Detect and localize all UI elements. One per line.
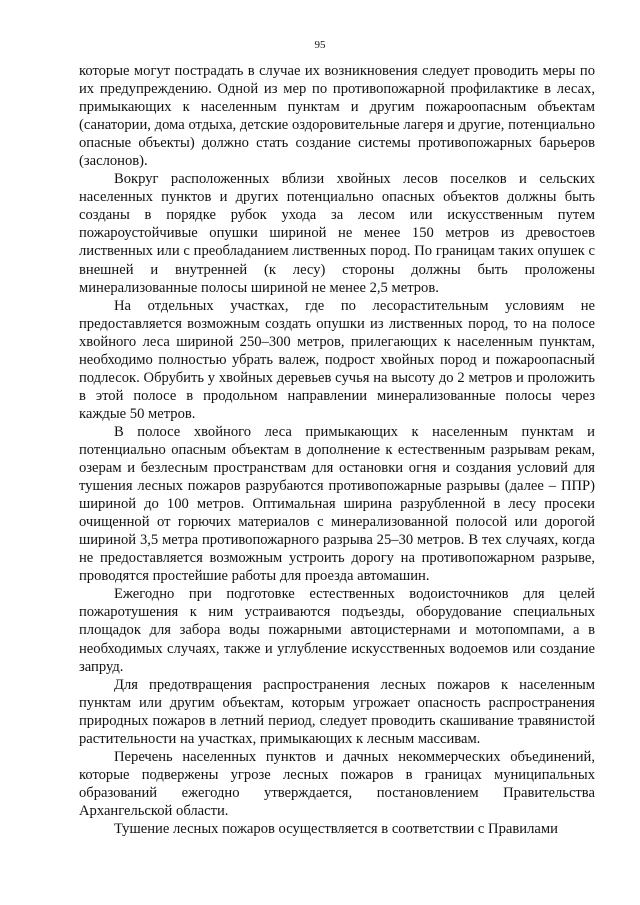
paragraph-1: которые могут пострадать в случае их возникновения следует проводить меры по их предупреждению. Одной из мер по противопожарной профилактике в лесах, примыкающих к населенным пунктам и другим пожароопасным объектам (санатории, дома отдыха, детские оздоровительные лагеря и другие, потенциально опасные объекты) должно стать создание системы противопожарных барьеров (заслонов). — [79, 63, 595, 170]
paragraph-2: Вокруг расположенных вблизи хвойных лесов поселков и сельских населенных пунктов и других потенциально опасных объектов должны быть созданы в порядке рубок ухода за лесом или искусственным путем пожароустойчивые опушки шириной не менее 150 метров из древостоев лиственных или с преобладанием лиственных пород. По границам таких опушек с внешней и внутренней (к лесу) стороны должны быть проложены минерализованные полосы шириной не менее 2,5 метров. — [79, 171, 595, 296]
paragraph-4: В полосе хвойного леса примыкающих к населенным пунктам и потенциально опасным объектам в дополнение к естественным разрывам рекам, озерам и безлесным пространствам для остановки огня и создания условий для тушения лесных пожаров разрубаются противопожарные разрывы (далее – ППР) шириной до 100 метров. Оптимальная ширина разрубленной в лесу просеки очищенной от горючих материалов с минерализованной полосой или дорогой шириной 3,5 метра противопожарного разрыва 25–30 метров. В тех случаях, когда не предоставляется возможным устроить дорогу на противопожарном разрыве, проводятся простейшие работы для проезда автомашин. — [79, 423, 595, 585]
paragraph-5: Ежегодно при подготовке естественных водоисточников для целей пожаротушения к ним устраиваются подъезды, оборудование специальных площадок для забора воды пожарными автоцистернами и мотопомпами, а в необходимых случаях, также и углубление искусственных водоемов или создание запруд. — [79, 586, 595, 675]
paragraph-8: Тушение лесных пожаров осуществляется в соответствии с Правилами — [114, 820, 558, 837]
document-body — [79, 62, 595, 838]
paragraph-6: Для предотвращения распространения лесных пожаров к населенным пунктам или другим объектам, которым угрожает опасность распространения природных пожаров в летний период, следует проводить скашивание травянистой растительности на участках, примыкающих к лесным массивам. — [79, 676, 595, 747]
paragraph-3: На отдельных участках, где по лесорастительным условиям не предоставляется возможным создать опушки из лиственных пород, то на полосе хвойного леса шириной 250–300 метров, прилегающих к населенным пунктам, необходимо полностью убрать валеж, подрост хвойных пород и пожароопасный подлесок. Обрубить у хвойных деревьев сучья на высоту до 2 метров и проложить в этой полосе в продольном направлении минерализованные полосы через каждые 50 метров. — [79, 297, 595, 422]
paragraph-7: Перечень населенных пунктов и дачных некоммерческих объединений, которые подвержены угрозе лесных пожаров в границах муниципальных образований ежегодно утверждается, постановлением Правительства Архангельской области. — [79, 748, 595, 819]
page-number: 95 — [314, 39, 326, 51]
